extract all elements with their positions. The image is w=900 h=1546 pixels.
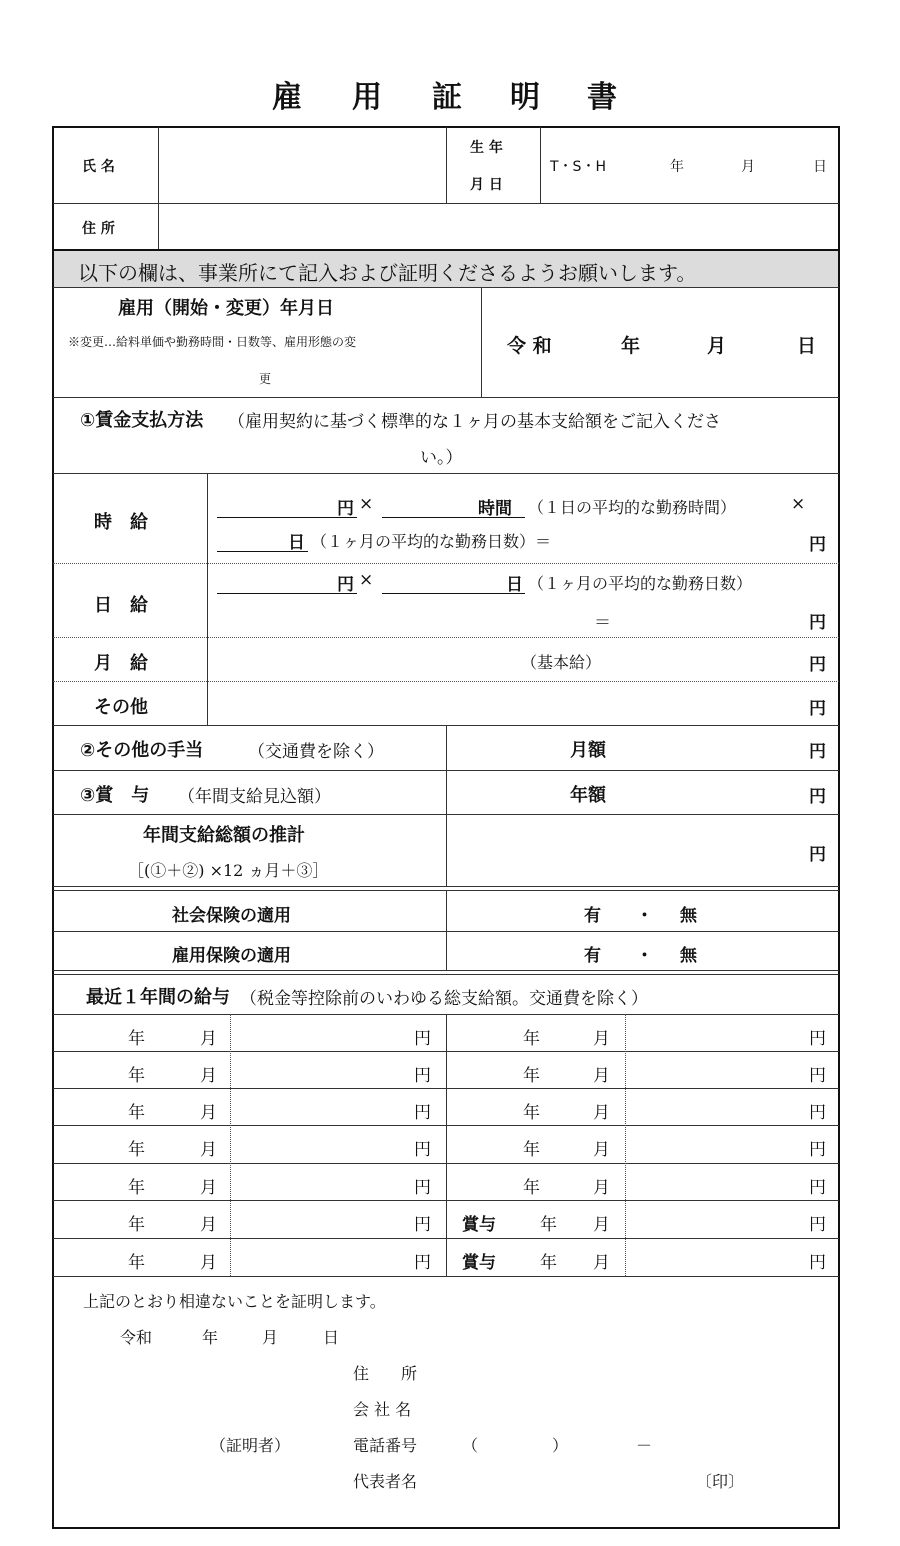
hourly-rate-underline[interactable] [217,517,357,518]
birth-era[interactable]: T・S・H [550,159,606,175]
pay-left-year[interactable]: 年 [128,1029,145,1049]
col-divider [230,1014,231,1276]
hourly-times: × [359,494,374,514]
row-divider [53,974,839,975]
pay-left-year[interactable]: 年 [128,1103,145,1123]
pay-left-amount-field[interactable] [234,1127,404,1161]
pay-left-amount-field[interactable] [234,1165,404,1199]
pay-right-yen: 円 [809,1215,826,1235]
birth-year[interactable]: 年 [670,159,684,175]
employment-day[interactable]: 日 [797,335,817,357]
wage-method-note-cont: い。） [420,448,463,468]
birth-label-bottom: 月 日 [470,177,503,193]
col-divider [446,1014,447,1276]
hourly-days-note: （１ヶ月の平均的な勤務日数）＝ [311,532,552,551]
annual-total-label: 年間支給総額の推計 [143,825,305,846]
pay-right-yen: 円 [809,1140,826,1160]
pay-left-month[interactable]: 月 [200,1103,217,1123]
allowance-yen: 円 [809,742,826,762]
pay-left-yen: 円 [414,1103,431,1123]
address-label: 住 所 [82,221,115,237]
annual-total-yen: 円 [809,845,826,865]
page-title [272,72,622,115]
title-char: 明 [510,80,542,115]
pay-right-month[interactable]: 月 [593,1253,610,1273]
cert-phone-close: ） [552,1436,569,1455]
pay-left-year[interactable]: 年 [128,1140,145,1160]
birth-month[interactable]: 月 [741,159,755,175]
birth-label-top: 生 年 [470,140,503,156]
row-divider [53,203,839,204]
pay-left-yen: 円 [414,1029,431,1049]
employment-year[interactable]: 年 [621,335,641,357]
pay-right-year[interactable]: 年 [523,1103,540,1123]
cert-date-month[interactable]: 月 [262,1328,279,1347]
pay-left-month[interactable]: 月 [200,1140,217,1160]
row-divider [53,1276,839,1277]
pay-left-yen: 円 [414,1178,431,1198]
name-field[interactable] [162,130,442,200]
name-label: 氏 名 [82,159,115,175]
pay-left-amount-field[interactable] [234,1090,404,1124]
pay-left-year[interactable]: 年 [128,1215,145,1235]
daily-eq: ＝ [594,613,611,633]
cert-phone-open: （ [462,1436,479,1455]
cert-company-label: 会 社 名 [353,1400,412,1419]
employment-date-note: ※変更…給料単価や勤務時間・日数等、雇用形態の変 [68,335,357,349]
pay-left-amount-field[interactable] [234,1202,404,1236]
row-divider [53,473,839,474]
title-char: 用 [352,80,384,115]
cert-seal: 〔印〕 [696,1472,745,1491]
pay-right-yen: 円 [809,1178,826,1198]
pay-right-month[interactable]: 月 [593,1029,610,1049]
social-insurance-label: 社会保険の適用 [172,906,291,926]
title-char: 雇 [272,80,304,115]
row-divider [53,637,839,638]
row-divider [53,563,839,564]
pay-left-yen: 円 [414,1140,431,1160]
social-insurance-dot: ・ [636,906,653,926]
allowance-note: （交通費を除く） [248,742,384,762]
daily-days-underline[interactable] [382,593,525,594]
daily-label: 日 給 [94,595,148,616]
pay-right-amount-field[interactable] [629,1090,799,1124]
pay-left-amount-field[interactable] [234,1053,404,1087]
col-divider [158,127,159,249]
cert-rep-label: 代表者名 [353,1472,418,1491]
pay-bonus-label: 賞与 [462,1253,496,1273]
bonus-yen: 円 [809,787,826,807]
pay-left-month[interactable]: 月 [200,1253,217,1273]
cert-date-day[interactable]: 日 [323,1328,340,1347]
col-divider [207,473,208,725]
employment-date-label: 雇用（開始・変更）年月日 [118,298,334,319]
pay-right-yen: 円 [809,1029,826,1049]
pay-left-month[interactable]: 月 [200,1066,217,1086]
hourly-hours: 時間 [478,499,512,519]
hourly-times-2: × [791,494,806,514]
bonus-note: （年間支給見込額） [178,787,331,807]
pay-right-amount-field[interactable] [629,1053,799,1087]
pay-right-month[interactable]: 月 [593,1066,610,1086]
pay-right-yen: 円 [809,1066,826,1086]
row-divider [53,970,839,971]
recent-pay-heading: 最近１年間の給与 [86,987,230,1008]
row-divider [53,397,839,398]
certification-statement: 上記のとおり相違ないことを証明します。 [83,1292,386,1311]
pay-right-year[interactable]: 年 [523,1029,540,1049]
employment-month[interactable]: 月 [707,335,727,357]
pay-left-month[interactable]: 月 [200,1178,217,1198]
pay-left-yen: 円 [414,1215,431,1235]
col-divider [446,890,447,970]
wage-method-note: （雇用契約に基づく標準的な１ヶ月の基本支給額をご記入くださ [228,412,721,432]
daily-days-note: （１ヶ月の平均的な勤務日数） [528,574,753,593]
monthly-label: 月 給 [94,653,148,674]
col-divider [481,287,482,397]
col-divider [540,127,541,203]
pay-left-year[interactable]: 年 [128,1178,145,1198]
hourly-label: 時 給 [94,512,148,533]
other-yen: 円 [809,699,826,719]
bonus-heading: ③賞 与 [80,785,150,806]
pay-right-yen: 円 [809,1103,826,1123]
employment-insurance-no[interactable]: 無 [680,946,697,966]
allowance-heading: ②その他の手当 [80,740,204,761]
pay-left-amount-field[interactable] [234,1016,404,1050]
recent-pay-note: （税金等控除前のいわゆる総支給額。交通費を除く） [240,989,648,1009]
cert-phone-label: 電話番号 [353,1436,418,1455]
daily-total-yen: 円 [809,613,826,633]
pay-right-amount-field[interactable] [629,1240,799,1274]
pay-right-year[interactable]: 年 [523,1066,540,1086]
daily-rate-underline[interactable] [217,593,357,594]
pay-left-amount-field[interactable] [234,1240,404,1274]
social-insurance-yes[interactable]: 有 [584,906,601,926]
employment-reiwa: 令 和 [507,335,552,357]
wage-method-heading: ①賃金支払方法 [80,410,204,431]
other-label: その他 [94,697,148,718]
pay-left-month[interactable]: 月 [200,1215,217,1235]
pay-right-month[interactable]: 月 [593,1140,610,1160]
col-divider [446,127,447,203]
hourly-total-yen: 円 [809,535,826,555]
pay-left-year[interactable]: 年 [128,1066,145,1086]
pay-right-month[interactable]: 月 [593,1215,610,1235]
cert-phone-dash: － [636,1436,653,1455]
pay-left-yen: 円 [414,1066,431,1086]
pay-right-month[interactable]: 月 [593,1178,610,1198]
pay-left-year[interactable]: 年 [128,1253,145,1273]
birth-day[interactable]: 日 [813,159,827,175]
monthly-yen: 円 [809,655,826,675]
cert-date-year[interactable]: 年 [202,1328,219,1347]
hourly-days: 日 [288,533,305,553]
pay-right-amount-field[interactable] [629,1016,799,1050]
pay-right-month[interactable]: 月 [593,1103,610,1123]
instruction-text: 以下の欄は、事業所にて記入および証明くださるようお願いします。 [78,261,697,285]
pay-right-year[interactable]: 年 [523,1178,540,1198]
allowance-amount-label: 月額 [570,740,606,761]
row-divider [53,886,839,887]
title-char: 証 [432,80,464,115]
bonus-amount-label: 年額 [570,785,606,806]
employment-insurance-label: 雇用保険の適用 [172,946,291,966]
title-char: 書 [587,80,619,115]
employment-insurance-yes[interactable]: 有 [584,946,601,966]
employment-date-note-cont: 更 [259,372,272,386]
pay-left-month[interactable]: 月 [200,1029,217,1049]
pay-right-year[interactable]: 年 [540,1215,557,1235]
social-insurance-no[interactable]: 無 [680,906,697,926]
row-divider [53,249,839,251]
pay-right-yen: 円 [809,1253,826,1273]
col-divider [446,725,447,886]
daily-times: × [359,570,374,590]
daily-yen: 円 [337,575,354,595]
pay-right-amount-field[interactable] [629,1127,799,1161]
employment-insurance-dot: ・ [636,946,653,966]
certifier-label: （証明者） [210,1436,291,1455]
pay-right-year[interactable]: 年 [523,1140,540,1160]
pay-right-amount-field[interactable] [629,1165,799,1199]
pay-bonus-label: 賞与 [462,1215,496,1235]
monthly-note: （基本給） [521,653,602,672]
cert-address-label: 住 所 [353,1364,418,1383]
hourly-yen: 円 [337,499,354,519]
daily-days: 日 [506,575,523,595]
cert-date-reiwa: 令和 [120,1328,153,1347]
row-divider [53,287,839,288]
pay-right-amount-field[interactable] [629,1202,799,1236]
address-field[interactable] [162,206,832,246]
pay-left-yen: 円 [414,1253,431,1273]
annual-total-formula: ［(①＋②) ×12 ヵ月＋③］ [128,861,329,880]
col-divider [625,1014,626,1276]
pay-right-year[interactable]: 年 [540,1253,557,1273]
row-divider [53,681,839,682]
hourly-hours-note: （１日の平均的な勤務時間） [528,498,737,517]
